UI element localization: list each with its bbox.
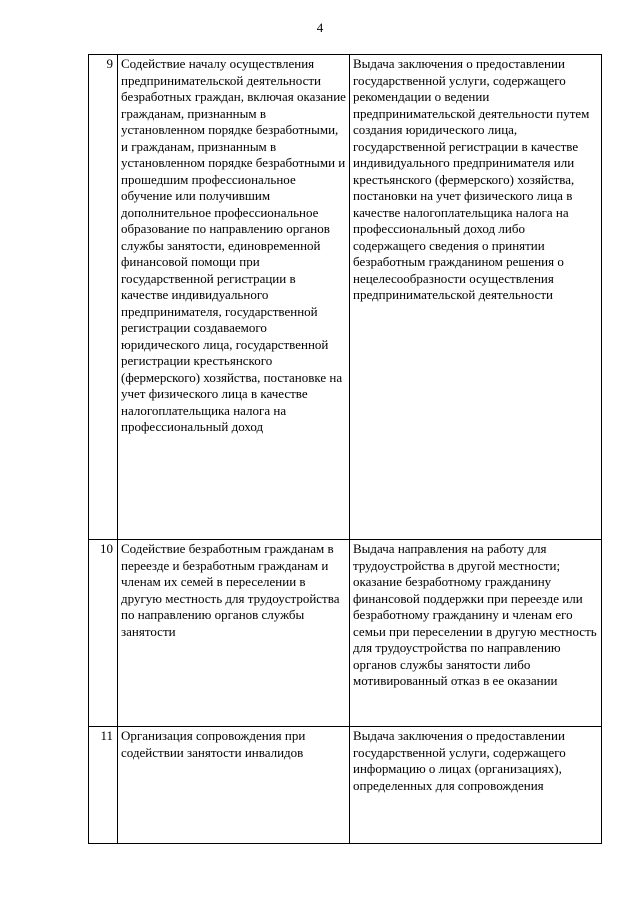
service-name-cell: Содействие безработным гражданам в переезде и безработным гражданам и членам их семей в переселении в другую местность для трудоустройства по направлению органов службы занятости	[118, 540, 350, 727]
row-number-cell: 10	[89, 540, 118, 727]
table-row	[89, 540, 602, 727]
service-result-cell: Выдача заключения о предоставлении государственной услуги, содержащего рекомендации о ведении предпринимательской деятельности путем создания юридического лица, государственной регистрации в качестве индивидуального предпринимателя или крестьянского (фермерского) хозяйства, постановки на учет физического лица в качестве налогоплательщика налога на профессиональный доход либо содержащего сведения о принятии безработным гражданином решения о нецелесообразности осуществления предпринимательской деятельности	[350, 55, 602, 540]
table-row	[89, 727, 602, 844]
service-result-cell: Выдача направления на работу для трудоустройства в другой местности; оказание безработному гражданину финансовой поддержки при переезде или безработному гражданину и членам его семьи при переселении в другую местность для трудоустройства по направлению органов службы занятости либо мотивированный отказ в ее оказании	[350, 540, 602, 727]
service-result-cell: Выдача заключения о предоставлении государственной услуги, содержащего информацию о лицах (организациях), определенных для сопровождения	[350, 727, 602, 844]
services-table	[88, 54, 602, 844]
row-number-cell: 9	[89, 55, 118, 540]
service-name-cell: Организация сопровождения при содействии занятости инвалидов	[118, 727, 350, 844]
page-number: 4	[316, 20, 324, 35]
row-number-cell: 11	[89, 727, 118, 844]
table-row	[89, 55, 602, 540]
service-name-cell: Содействие началу осуществления предпринимательской деятельности безработных граждан, включая оказание гражданам, признанным в установленном порядке безработными, и гражданам, признанным в установленном порядке безработными и прошедшим профессиональное обучение или получившим дополнительное профессиональное образование по направлению органов службы занятости, единовременной финансовой помощи при государственной регистрации в качестве индивидуального предпринимателя, государственной регистрации создаваемого юридического лица, государственной регистрации крестьянского (фермерского) хозяйства, постановке на учет физического лица в качестве налогоплательщика налога на профессиональный доход	[118, 55, 350, 540]
